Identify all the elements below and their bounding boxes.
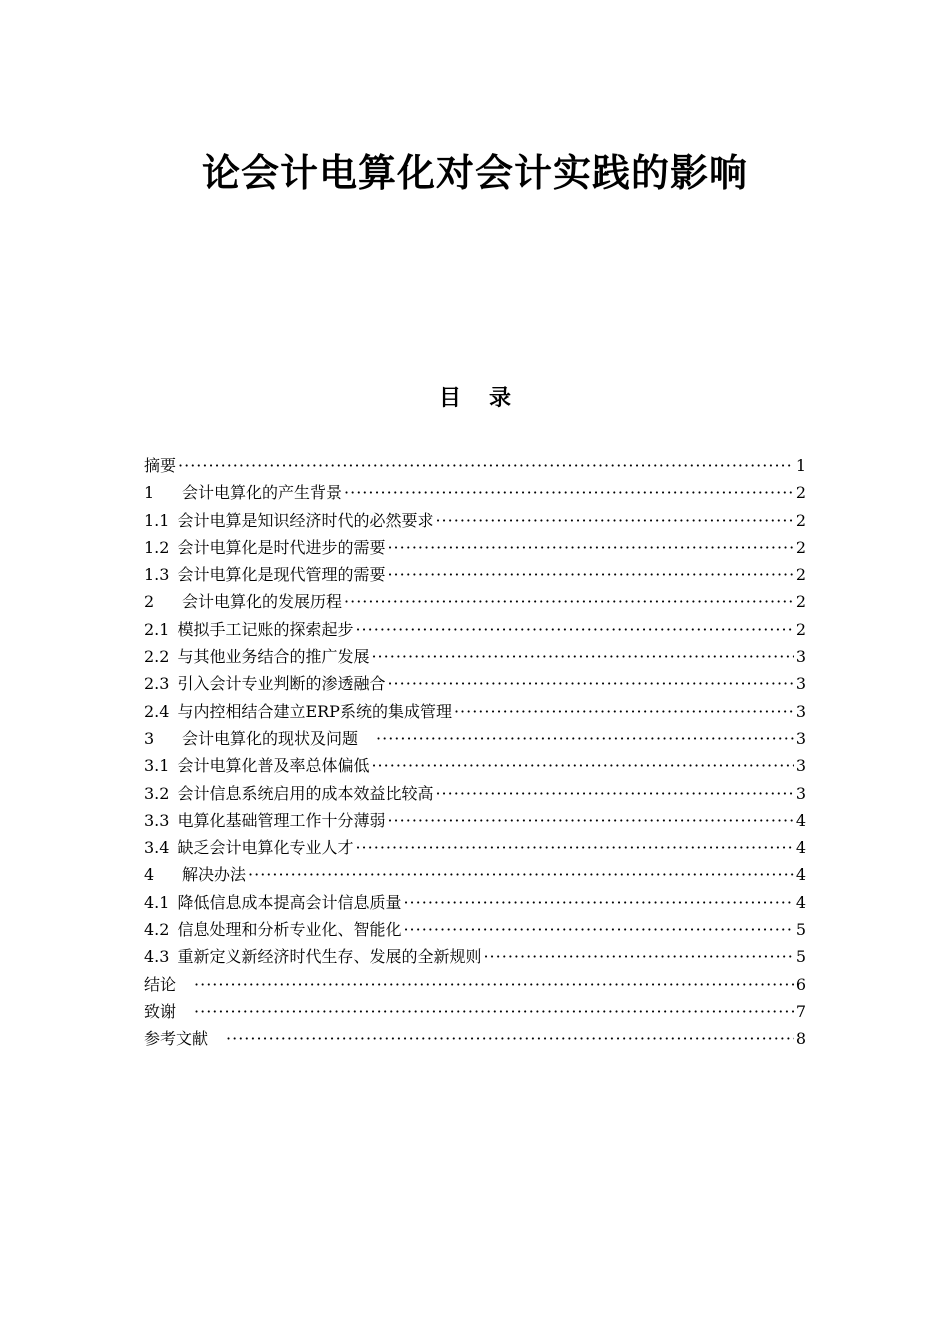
toc-entry[interactable] [144,943,806,970]
toc-entry-number: 4.1 [144,892,170,912]
toc-entry-title: 会计电算化的发展历程 [182,592,343,612]
toc-leader-dots [355,834,793,861]
toc-entry-title: 摘要 [144,456,177,475]
toc-leader-dots [387,561,793,588]
toc-entry-page-number: 3 [795,728,806,748]
toc-leader-dots [344,588,794,615]
toc-entry-number: 3.1 [144,756,170,776]
toc-leader-dots [194,971,794,998]
toc-entry-page-number: 2 [795,619,806,639]
toc-entry-page-number: 3 [795,783,806,803]
toc-entry-page-number: 3 [795,674,806,694]
document-title: 论会计电算化对会计实践的影响 [201,151,748,195]
toc-entry[interactable] [144,698,806,725]
toc-entry[interactable] [144,1025,806,1052]
toc-entry[interactable] [144,971,806,998]
toc-entry-title: 结论 [144,974,177,994]
toc-leader-dots [178,452,794,479]
toc-leader-dots [387,670,793,697]
toc-entry-title: 降低信息成本提高会计信息质量 [177,892,402,912]
toc-entry-title: 会计信息系统启用的成本效益比较高 [177,783,434,803]
toc-entry-page-number: 2 [795,483,806,503]
toc-leader-dots [403,916,793,943]
toc-entry-number: 3.4 [144,838,170,858]
toc-entry[interactable] [144,643,806,670]
toc-entry[interactable] [144,616,806,643]
toc-entry-page-number: 3 [795,647,806,667]
toc-entry-number: 1.1 [144,510,170,530]
toc-entry-title: 致谢 [144,1001,177,1021]
toc-entry-title: 会计电算化是时代进步的需要 [177,537,386,557]
toc-entry-page-number: 6 [795,974,806,994]
toc-entry-page-number: 2 [795,510,806,530]
toc-leader-dots [454,698,794,725]
toc-entry-page-number: 1 [795,456,806,475]
toc-entry-title: 与内控相结合建立ERP系统的集成管理 [177,701,452,721]
toc-entry-number: 3.2 [144,783,170,803]
toc-entry-number: 2.4 [144,701,170,721]
toc-entry[interactable] [144,588,806,615]
toc-entry-number: 2.2 [144,647,170,667]
toc-entry[interactable] [144,452,806,479]
toc-entry[interactable] [144,834,806,861]
toc-entry-number: 2.3 [144,674,170,694]
toc-entry-number: 4.2 [144,920,170,940]
toc-entry[interactable] [144,752,806,779]
toc-leader-dots [435,780,793,807]
toc-entry-page-number: 5 [795,947,806,967]
toc-entry-title: 缺乏会计电算化专业人才 [177,838,354,858]
toc-entry-number: 2 [144,592,155,612]
toc-entry-page-number: 5 [795,920,806,940]
toc-entry[interactable] [144,861,806,888]
toc-entry-page-number: 4 [795,892,806,912]
toc-leader-dots [248,861,794,888]
toc-entry-title: 解决办法 [182,865,247,885]
toc-entry[interactable] [144,725,806,752]
toc-entry-title: 引入会计专业判断的渗透融合 [177,674,386,694]
toc-entry[interactable] [144,998,806,1025]
toc-leader-dots [371,752,793,779]
toc-entry-number: 1.2 [144,537,170,557]
toc-entry[interactable] [144,889,806,916]
toc-entry-page-number: 3 [795,701,806,721]
toc-entry-number: 2.1 [144,619,170,639]
toc-leader-dots [371,643,793,670]
toc-entry-page-number: 4 [795,810,806,830]
toc-entry[interactable] [144,670,806,697]
toc-entry-number: 1.3 [144,565,170,585]
toc-entry-number: 4.3 [144,947,170,967]
toc-entry[interactable] [144,780,806,807]
toc-entry-page-number: 2 [795,537,806,557]
toc-leader-dots [344,479,794,506]
toc-entry-title: 重新定义新经济时代生存、发展的全新规则 [177,947,482,967]
toc-entry-page-number: 8 [795,1029,806,1049]
toc-leader-dots [376,725,794,752]
toc-entry-title: 会计电算化普及率总体偏低 [177,756,370,776]
toc-leader-dots [387,807,793,834]
toc-entry-page-number: 2 [795,565,806,585]
toc-heading [0,384,950,414]
toc-entry-number: 4 [144,865,155,885]
toc-entry-page-number: 4 [795,865,806,885]
toc-leader-dots [435,507,793,534]
toc-entry-number: 3 [144,728,155,748]
toc-entry-number: 1 [144,483,155,503]
toc-entry[interactable] [144,534,806,561]
toc-leader-dots [194,998,794,1025]
toc-entry-page-number: 3 [795,756,806,776]
toc-entry-title: 会计电算化的产生背景 [182,483,343,503]
toc-leader-dots [355,616,793,643]
toc-entry[interactable] [144,507,806,534]
toc-entry-title: 参考文献 [144,1029,209,1049]
toc-entry-title: 电算化基础管理工作十分薄弱 [177,810,386,830]
toc-entry-title: 会计电算化的现状及问题 [182,728,359,748]
toc-leader-dots [226,1025,794,1052]
toc-entry-title: 会计电算化是现代管理的需要 [177,565,386,585]
toc-entry-page-number: 7 [795,1001,806,1021]
toc-entry-title: 信息处理和分析专业化、智能化 [177,920,402,940]
toc-entry-page-number: 4 [795,838,806,858]
toc-entry[interactable] [144,561,806,588]
toc-entry[interactable] [144,916,806,943]
table-of-contents [144,452,806,1053]
toc-entry[interactable] [144,479,806,506]
toc-entry-title: 会计电算是知识经济时代的必然要求 [177,510,434,530]
toc-entry-title: 与其他业务结合的推广发展 [177,647,370,667]
toc-leader-dots [483,943,793,970]
toc-heading-char-1: 目 [438,386,461,411]
toc-entry-title: 模拟手工记账的探索起步 [177,619,354,639]
toc-heading-char-2: 录 [489,386,512,411]
toc-entry-number: 3.3 [144,810,170,830]
toc-entry[interactable] [144,807,806,834]
toc-entry-page-number: 2 [795,592,806,612]
toc-leader-dots [387,534,793,561]
toc-leader-dots [403,889,793,916]
